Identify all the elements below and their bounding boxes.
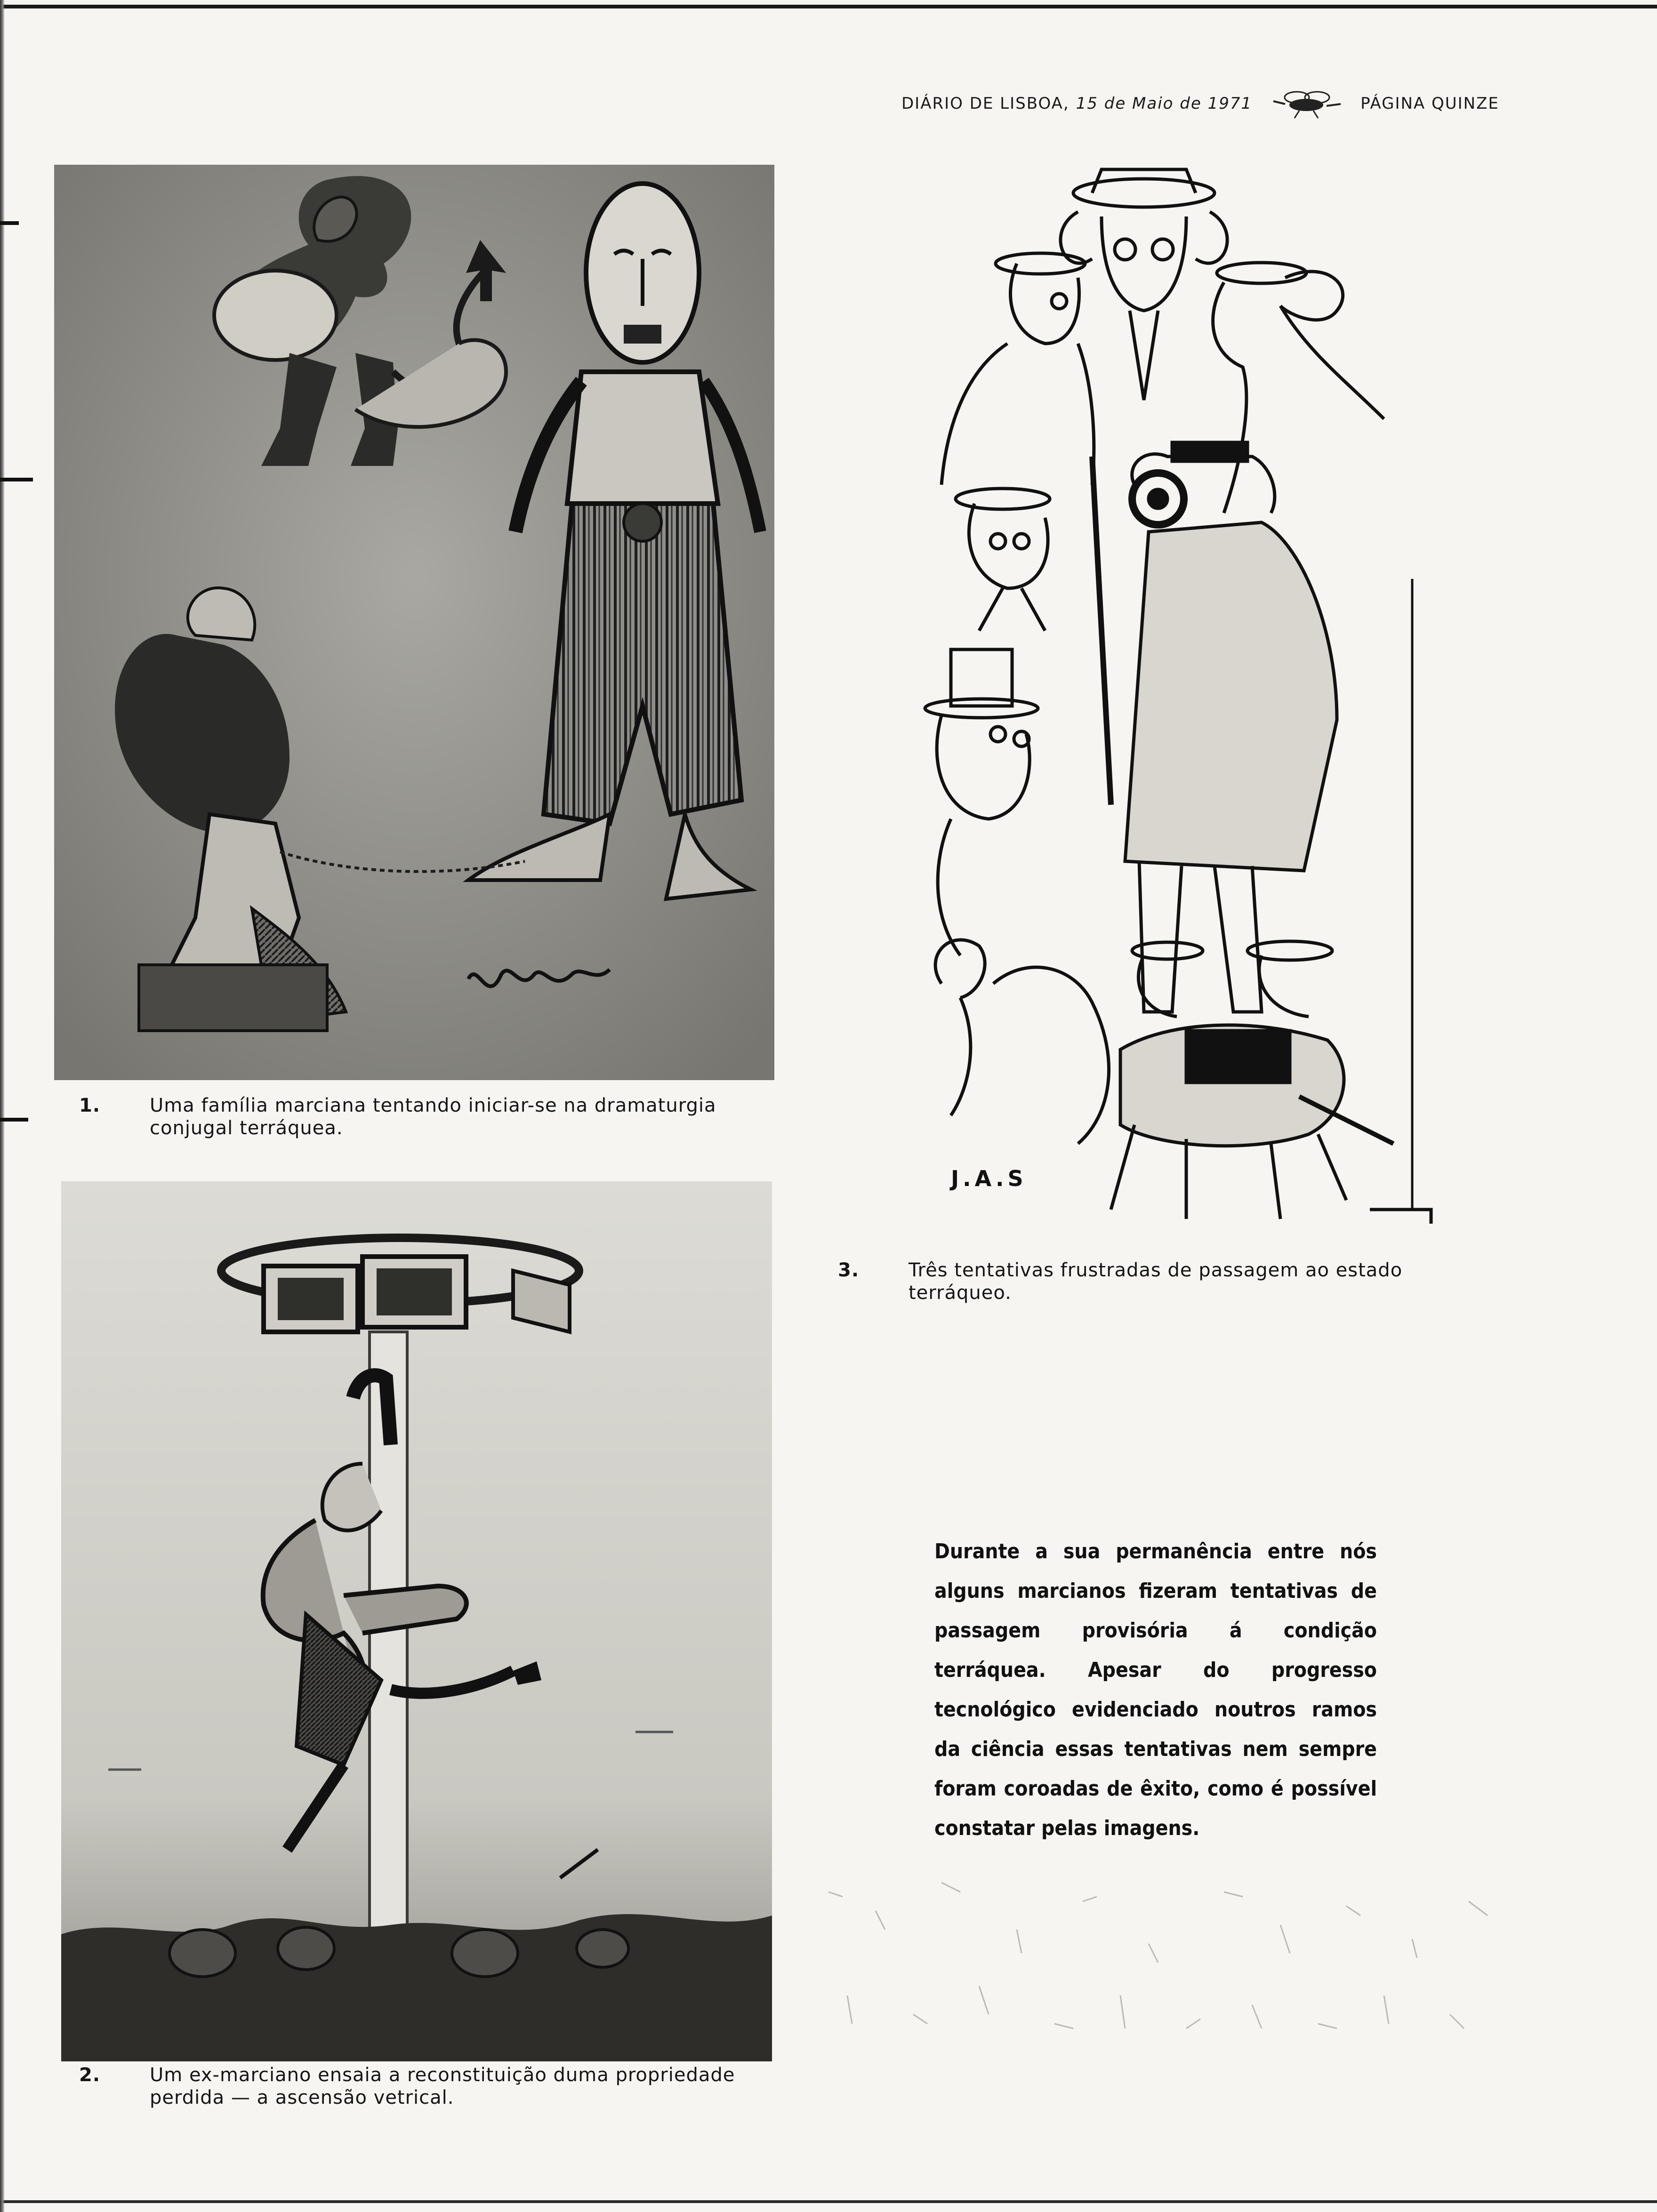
print-noise: [819, 1873, 1511, 2071]
figure-3-caption: [838, 1259, 1478, 1304]
page-number: PÁGINA QUINZE: [1360, 94, 1499, 113]
fly-icon: [1271, 87, 1342, 120]
caption-number: 3.: [838, 1259, 860, 1281]
left-page-edge: [0, 0, 5, 2212]
page-header: [901, 85, 1513, 122]
margin-tick: [0, 1118, 28, 1122]
caption-text: Três tentativas frustradas de passagem ao estado terráqueo.: [909, 1259, 1403, 1304]
figure-3-cartoon: [923, 155, 1436, 1233]
margin-tick: [0, 221, 19, 225]
caption-number: 1.: [79, 1095, 101, 1116]
caption-text: Um ex-marciano ensaia a reconstituição duma propriedade perdida — a ascensão vetrical.: [150, 2064, 735, 2108]
figure-2-caption: [79, 2064, 780, 2109]
figure-1-illustration: [54, 165, 774, 1080]
bottom-rule: [0, 2200, 1657, 2203]
figure-1-caption: [79, 1094, 780, 1139]
top-rule: [0, 5, 1657, 8]
margin-tick: [0, 478, 33, 481]
caption-text: Uma família marciana tentando iniciar-se na dramaturgia conjugal terráquea.: [150, 1095, 716, 1139]
newspaper-name: DIÁRIO DE LISBOA,: [901, 94, 1070, 113]
article-paragraph: Durante a sua permanência entre nós alguns marcianos fizeram tentativas de passagem provisória á condição terráquea. Apesar do progresso tecnológico evidenciado noutros ramos da ciência essas tentativas nem sempre foram coroadas de êxito, como é possível constatar pelas imagens.: [934, 1539, 1377, 1840]
issue-date: 15 de Maio de 1971: [1076, 94, 1253, 113]
artist-signature: J.A.S: [951, 1166, 1027, 1191]
caption-number: 2.: [79, 2064, 101, 2086]
figure-2-illustration: [61, 1181, 772, 2061]
